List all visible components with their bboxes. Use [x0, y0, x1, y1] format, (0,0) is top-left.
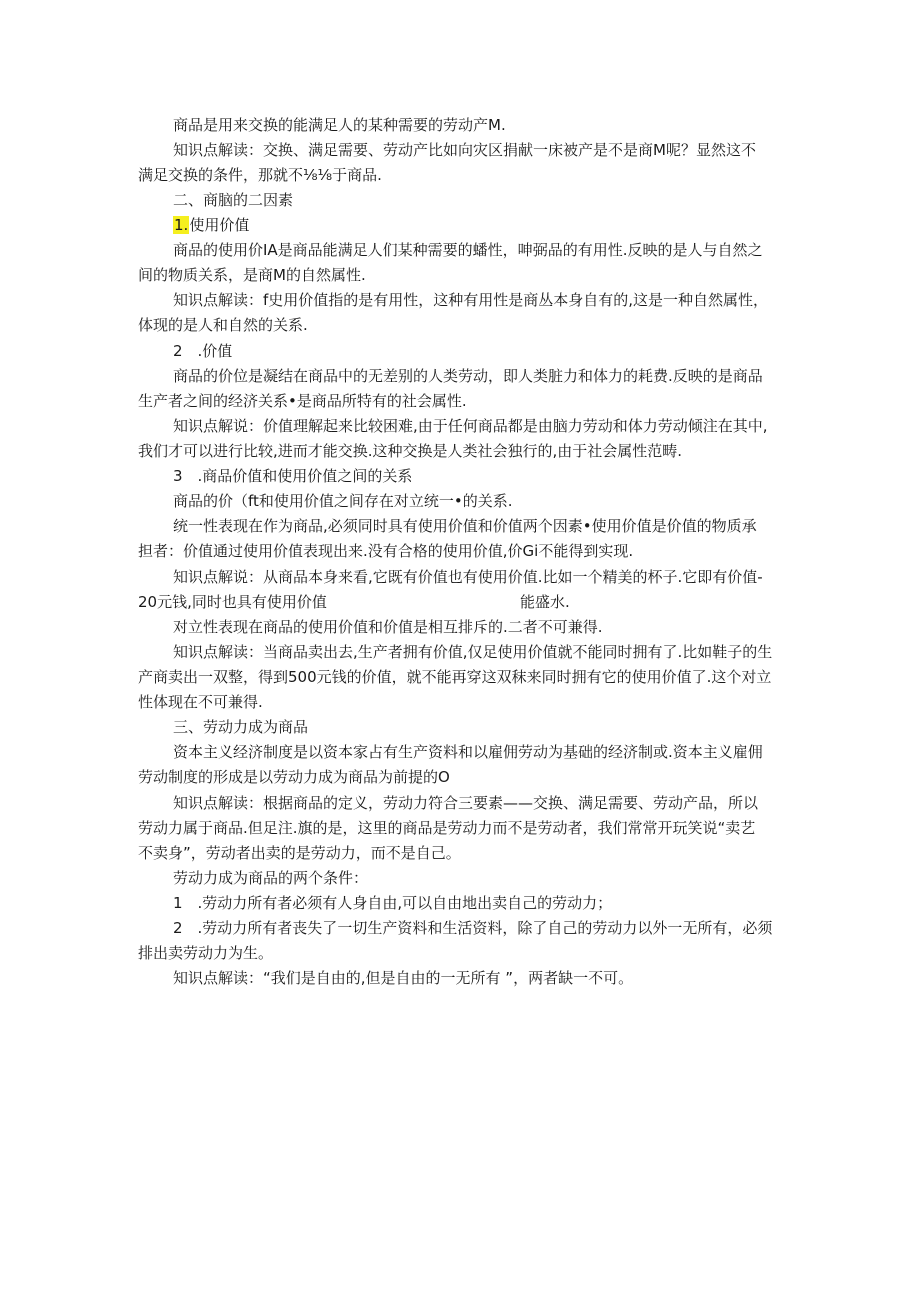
- paragraph-line: 统一性表现在作为商品,必须同时具有使用价值和价值两个因素•使用价值是价值的物质承: [173, 517, 757, 535]
- paragraph-line: 知识点解读：交换、满足需要、劳动产比如向灾区捐献一床被产是不是商M呢？显然这不: [173, 141, 756, 159]
- paragraph-line: 排出卖劳动力为生。: [138, 944, 274, 962]
- subsection-heading: 2 .价值: [173, 342, 233, 360]
- paragraph-line: 满足交换的条件，那就不⅛⅛于商品.: [138, 166, 382, 184]
- paragraph-line-fragment: 能盛水.: [520, 593, 570, 611]
- subsection-title: 使用价值: [189, 216, 250, 234]
- highlighted-number: 1.: [174, 216, 189, 234]
- paragraph-line: 性体现在不可兼得.: [138, 693, 263, 711]
- paragraph-line: 不卖身”，劳动者出卖的是劳动力，而不是自己。: [138, 844, 461, 862]
- list-item: 2 .劳动力所有者丧失了一切生产资料和生活资料，除了自己的劳动力以外一无所有，必须: [173, 919, 773, 937]
- paragraph-line: 劳动制度的形成是以劳动力成为商品为前提的O: [138, 768, 450, 786]
- paragraph-line: 知识点解读：“我们是自由的,但是自由的一无所有 ”，两者缺一不可。: [173, 969, 634, 987]
- paragraph-line: 商品的使用价IA是商品能满足人们某种需要的蟠性，呻弼品的有用性.反映的是人与自然之: [173, 241, 763, 259]
- paragraph-line: 担者：价值通过使用价值表现出来.没有合格的使用价值,价Gi不能得到实现.: [138, 542, 634, 560]
- section-heading: 三、劳动力成为商品: [173, 718, 309, 736]
- paragraph-line: 商品的价位是凝结在商品中的无差别的人类劳动，即人类脏力和体力的耗费.反映的是商品: [173, 367, 763, 385]
- paragraph-line: 知识点解说：从商品本身来看,它既有价值也有使用价值.比如一个精美的杯子.它即有价值-: [173, 568, 763, 586]
- paragraph-line: 知识点解读：当商品卖出去,生产者拥有价值,仅足使用价值就不能同时拥有了.比如鞋子的生: [173, 643, 773, 661]
- paragraph-line: 我们才可以进行比较,进而才能交换.这种交换是人类社会独行的,由于社会属性范畴.: [138, 442, 683, 460]
- paragraph-line: 劳动力成为商品的两个条件：: [173, 869, 369, 887]
- paragraph-line: 间的物质关系，是商M的自然属性.: [138, 266, 366, 284]
- paragraph-line: 知识点解读：根据商品的定义，劳动力符合三要素——交换、满足需要、劳动产品，所以: [173, 794, 759, 812]
- paragraph-line: 对立性表现在商品的使用价值和价值是相互排斥的.二者不可兼得.: [173, 618, 603, 636]
- paragraph-line: 知识点解说：价值理解起来比较困难,由于任何商品都是由脑力劳动和体力劳动倾注在其中,: [173, 417, 768, 435]
- paragraph-line: 知识点解读：f史用价值指的是有用性，这种有用性是商丛本身自有的,这是一种自然属性，: [173, 291, 769, 309]
- paragraph-line: 资本主义经济制度是以资本家占有生产资料和以雇佣劳动为基础的经济制或.资本主义雇佣: [173, 743, 763, 761]
- list-item: 1 .劳动力所有者必须有人身自由,可以自由地出卖自己的劳动力；: [173, 894, 613, 912]
- paragraph-line: 商品的价（ft和使用价值之间存在对立统一•的关系.: [173, 492, 513, 510]
- subsection-heading: [173, 215, 249, 235]
- paragraph-line: 劳动力属于商品.但足注.旗的是，这里的商品是劳动力而不是劳动者，我们常常开玩笑说“卖艺: [138, 819, 756, 837]
- section-heading: 二、商脑的二因素: [173, 191, 294, 209]
- paragraph-line: 生产者之间的经济关系•是商品所特有的社会属性.: [138, 392, 467, 410]
- subsection-heading: 3 .商品价值和使用价值之间的关系: [173, 467, 413, 485]
- paragraph-line: 体现的是人和自然的关系.: [138, 316, 308, 334]
- paragraph-line: 产商卖出一双整，得到500元钱的价值，就不能再穿这双秣来同时拥有它的使用价值了.这个对立: [138, 668, 772, 686]
- paragraph-line: 商品是用来交换的能满足人的某种需要的劳动产M.: [173, 116, 506, 134]
- paragraph-line: 20元钱,同时也具有使用价值: [138, 593, 327, 611]
